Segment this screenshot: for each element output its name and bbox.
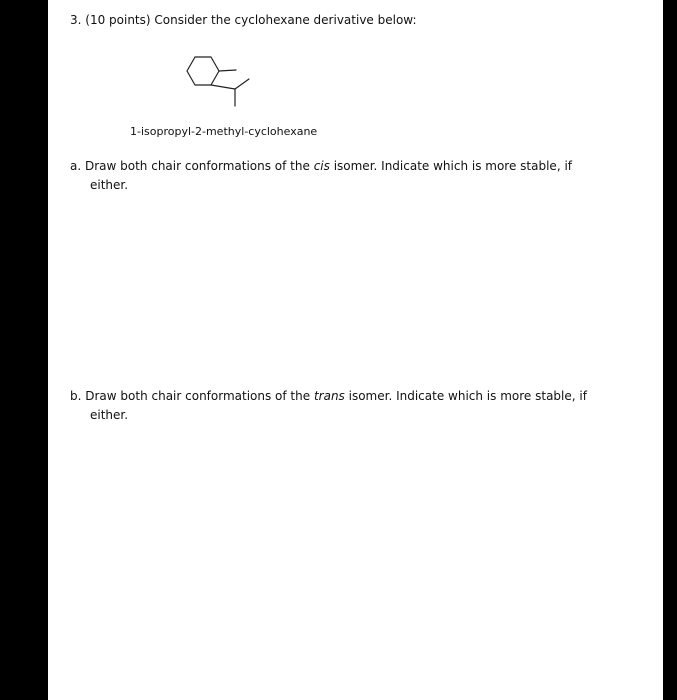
part-a-continuation: either.: [90, 178, 129, 192]
isopropyl-branch-upper: [235, 79, 249, 89]
methyl-bond: [219, 70, 236, 71]
compound-name: 1-isopropyl-2-methyl-cyclohexane: [130, 125, 318, 138]
part-b-continuation: either.: [90, 408, 129, 422]
isopropyl-bond: [211, 85, 235, 89]
part-b-prompt: [70, 387, 587, 406]
ring-bond: [187, 57, 219, 85]
part-a-emphasis: cis: [313, 159, 330, 173]
question-title: 3. (10 points) Consider the cyclohexane derivative below:: [70, 13, 417, 27]
part-b-text-after: isomer. Indicate which is more stable, if: [344, 389, 587, 403]
part-a-text-after: isomer. Indicate which is more stable, if: [329, 159, 573, 173]
cyclohexane-skeletal-structure-icon: [176, 50, 276, 110]
part-b-emphasis: trans: [313, 389, 345, 403]
part-a-text-before: a. Draw both chair conformations of the: [70, 159, 314, 173]
part-a-prompt: [70, 157, 572, 176]
part-b-text-before: b. Draw both chair conformations of the: [70, 389, 314, 403]
document-page: [48, 0, 663, 700]
